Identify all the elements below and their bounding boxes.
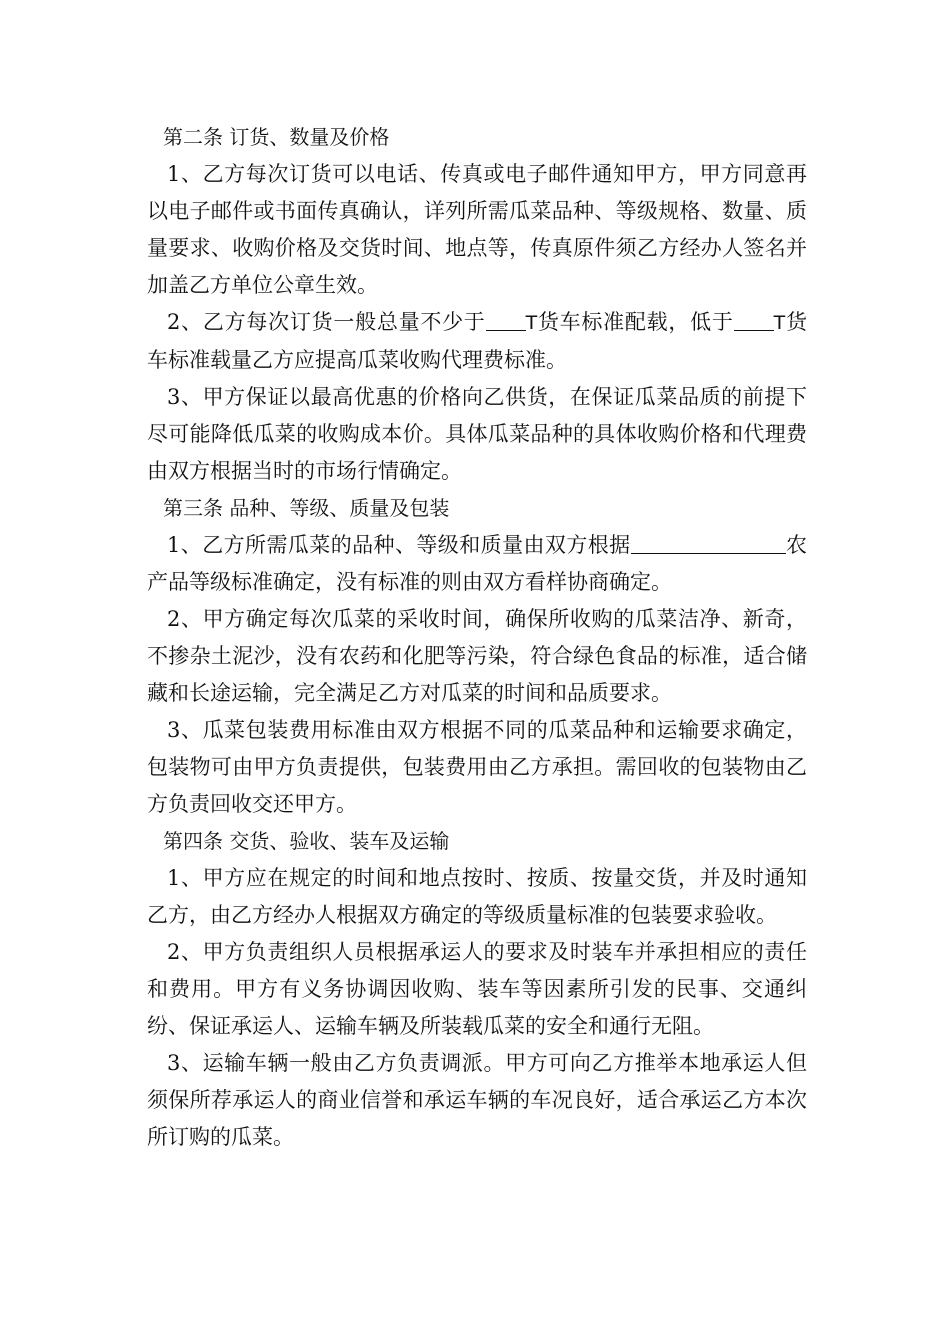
clause-paragraph: 3、甲方保证以最高优惠的价格向乙供货，在保证瓜菜品质的前提下尽可能降低瓜菜的收购成本价。具体瓜菜品种的具体收购价格和代理费由双方根据当时的市场行情确定。 <box>147 385 807 483</box>
clause-paragraph: 2、甲方确定每次瓜菜的采收时间，确保所收购的瓜菜洁净、新奇，不掺杂土泥沙，没有农药和化肥等污染，符合绿色食品的标准，适合储藏和长途运输，完全满足乙方对瓜菜的时间和品质要求。 <box>147 607 807 705</box>
clause-paragraph: 3、运输车辆一般由乙方负责调派。甲方可向乙方推举本地承运人但须保所荐承运人的商业信誉和承运车辆的车况良好，适合承运乙方本次所订购的瓜菜。 <box>147 1051 807 1149</box>
document-body <box>147 119 807 1156</box>
clause-text: 货车标准载量乙方应提高瓜菜收购代理费标准。 <box>147 310 807 372</box>
fill-in-blank <box>734 308 774 331</box>
clause-paragraph: 2、甲方负责组织人员根据承运人的要求及时装车并承担相应的责任和费用。甲方有义务协调因收购、装车等因素所引发的民事、交通纠纷、保证承运人、运输车辆及所装载瓜菜的安全和通行无阻。 <box>147 940 807 1038</box>
clause-text: 农产品等级标准确定，没有标准的则由双方看样协商确定。 <box>147 533 808 594</box>
clause-text: 2、乙方每次订货一般总量不少于 <box>167 310 486 334</box>
clause-paragraph <box>147 304 807 379</box>
section-heading: 第二条 订货、数量及价格 <box>163 125 390 149</box>
clause-paragraph: 3、瓜菜包装费用标准由双方根据不同的瓜菜品种和运输要求确定，包装物可由甲方负责提供，包装费用由乙方承担。需回收的包装物由乙方负责回收交还甲方。 <box>147 718 807 816</box>
fill-in-blank <box>486 308 526 331</box>
clause-paragraph <box>147 527 807 601</box>
section-heading: 第四条 交货、验收、装车及运输 <box>163 829 450 853</box>
unit-label: T <box>525 312 538 334</box>
section-heading: 第三条 品种、等级、质量及包装 <box>163 496 450 520</box>
clause-text: 货车标准配载，低于 <box>537 310 734 334</box>
clause-text: 1、乙方所需瓜菜的品种、等级和质量由双方根据 <box>167 533 631 557</box>
fill-in-blank <box>631 531 786 554</box>
clause-paragraph: 1、甲方应在规定的时间和地点按时、按质、按量交货，并及时通知乙方，由乙方经办人根据双方确定的等级质量标准的包装要求验收。 <box>147 866 807 927</box>
clause-paragraph: 1、乙方每次订货可以电话、传真或电子邮件通知甲方，甲方同意再以电子邮件或书面传真确认，详列所需瓜菜品种、等级规格、数量、质量要求、收购价格及交货时间、地点等，传真原件须乙方经办人签名并加盖乙方单位公章生效。 <box>147 162 807 297</box>
unit-label: T <box>773 312 786 334</box>
